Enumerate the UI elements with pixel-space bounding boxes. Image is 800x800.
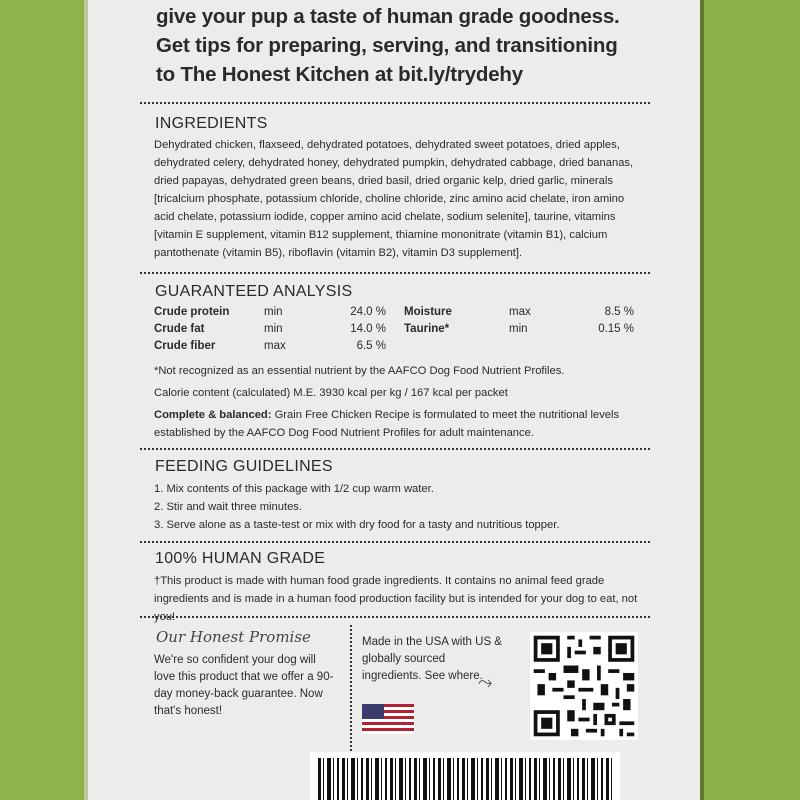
nutrient-qualifier: max <box>264 340 286 352</box>
human-grade-heading: 100% HUMAN GRADE <box>155 550 326 567</box>
divider <box>140 448 650 450</box>
packaging-green-left <box>0 0 88 800</box>
analysis-table <box>154 306 644 357</box>
nutrient-name: Crude fiber <box>154 340 216 352</box>
analysis-footnote: *Not recognized as an essential nutrient by the AAFCO Dog Food Nutrient Profiles. <box>154 365 565 377</box>
nutrient-value: 24.0 % <box>350 306 386 318</box>
divider <box>140 616 650 618</box>
barcode <box>310 752 620 800</box>
feeding-heading: FEEDING GUIDELINES <box>155 458 333 475</box>
analysis-row <box>154 323 644 340</box>
complete-balanced-label: Complete & balanced: <box>154 409 272 421</box>
panel-edge <box>700 0 704 800</box>
us-flag-icon <box>362 704 414 734</box>
intro-text <box>156 2 676 89</box>
human-grade-text: †This product is made with human food grade ingredients. It contains no animal feed grade ingredients and is made in a human food production facility but is intended for your dog to eat, not you! <box>154 575 638 623</box>
feeding-step: 2. Stir and wait three minutes. <box>154 501 302 513</box>
vertical-divider <box>350 625 352 755</box>
promise-title: Our Honest Promise <box>156 628 311 646</box>
nutrient-qualifier: min <box>264 323 283 335</box>
nutrient-name: Moisture <box>404 306 452 318</box>
label-content <box>140 0 650 800</box>
complete-balanced <box>154 406 644 442</box>
intro-line-3: to The Honest Kitchen at bit.ly/trydehy <box>156 63 523 86</box>
promise-text: We're so confident your dog will love this product that we offer a 90-day money-back guarantee. Now that's honest! <box>154 654 334 717</box>
complete-balanced-text: Grain Free Chicken Recipe is formulated to meet the nutritional levels established by the AAFCO Dog Food Nutrient Profiles for adult maintenance. <box>154 409 620 439</box>
nutrient-name: Crude fat <box>154 323 205 335</box>
divider <box>140 541 650 543</box>
barcode-bars <box>318 758 612 800</box>
analysis-row <box>154 306 644 323</box>
label-panel <box>88 0 700 800</box>
nutrient-name: Crude protein <box>154 306 230 318</box>
feeding-step: 1. Mix contents of this package with 1/2 cup warm water. <box>154 483 434 495</box>
nutrient-value: 14.0 % <box>350 323 386 335</box>
flag-canton <box>362 704 384 719</box>
intro-line-1: give your pup a taste of human grade goodness. <box>156 5 620 28</box>
nutrient-qualifier: max <box>509 306 531 318</box>
feeding-steps <box>154 480 644 534</box>
qr-code[interactable] <box>530 632 638 740</box>
divider <box>140 102 650 104</box>
analysis-heading: GUARANTEED ANALYSIS <box>155 283 353 300</box>
curved-arrow-icon: ⤳ <box>478 672 493 692</box>
nutrient-value: 6.5 % <box>356 340 386 352</box>
nutrient-value: 0.15 % <box>598 323 634 335</box>
calorie-content: Calorie content (calculated) M.E. 3930 kcal per kg / 167 kcal per packet <box>154 387 508 399</box>
ingredients-text: Dehydrated chicken, flaxseed, dehydrated potatoes, dehydrated sweet potatoes, dried apples, dehydrated celery, dehydrated honey, dehydrated pumpkin, dehydrated cabbage, dried bananas, dried papayas, dehydrated green beans, dried basil, dried organic kelp, dried garlic, minerals [tricalcium phosphate, potassium chloride, choline chloride, zinc amino acid chelate, iron amino acid chelate, potassium iodide, copper amino acid chelate, sodium selenite], taurine, vitamins [vitamin E supplement, vitamin B12 supplement, thiamine mononitrate (vitamin B1), calcium pantothenate (vitamin B5), riboflavin (vitamin B2), vitamin D3 supplement]. <box>154 139 634 259</box>
nutrient-name: Taurine* <box>404 323 450 335</box>
nutrient-qualifier: min <box>509 323 528 335</box>
packaging-green-right <box>700 0 800 800</box>
feeding-step: 3. Serve alone as a taste-test or mix with dry food for a tasty and nutritious topper. <box>154 519 560 531</box>
divider <box>140 272 650 274</box>
nutrient-qualifier: min <box>264 306 283 318</box>
ingredients-heading: INGREDIENTS <box>155 115 268 132</box>
analysis-row <box>154 340 644 357</box>
nutrient-value: 8.5 % <box>604 306 634 318</box>
origin-text: Made in the USA with US & globally sourced ingredients. See where. <box>362 636 502 682</box>
intro-line-2: Get tips for preparing, serving, and transitioning <box>156 34 618 57</box>
